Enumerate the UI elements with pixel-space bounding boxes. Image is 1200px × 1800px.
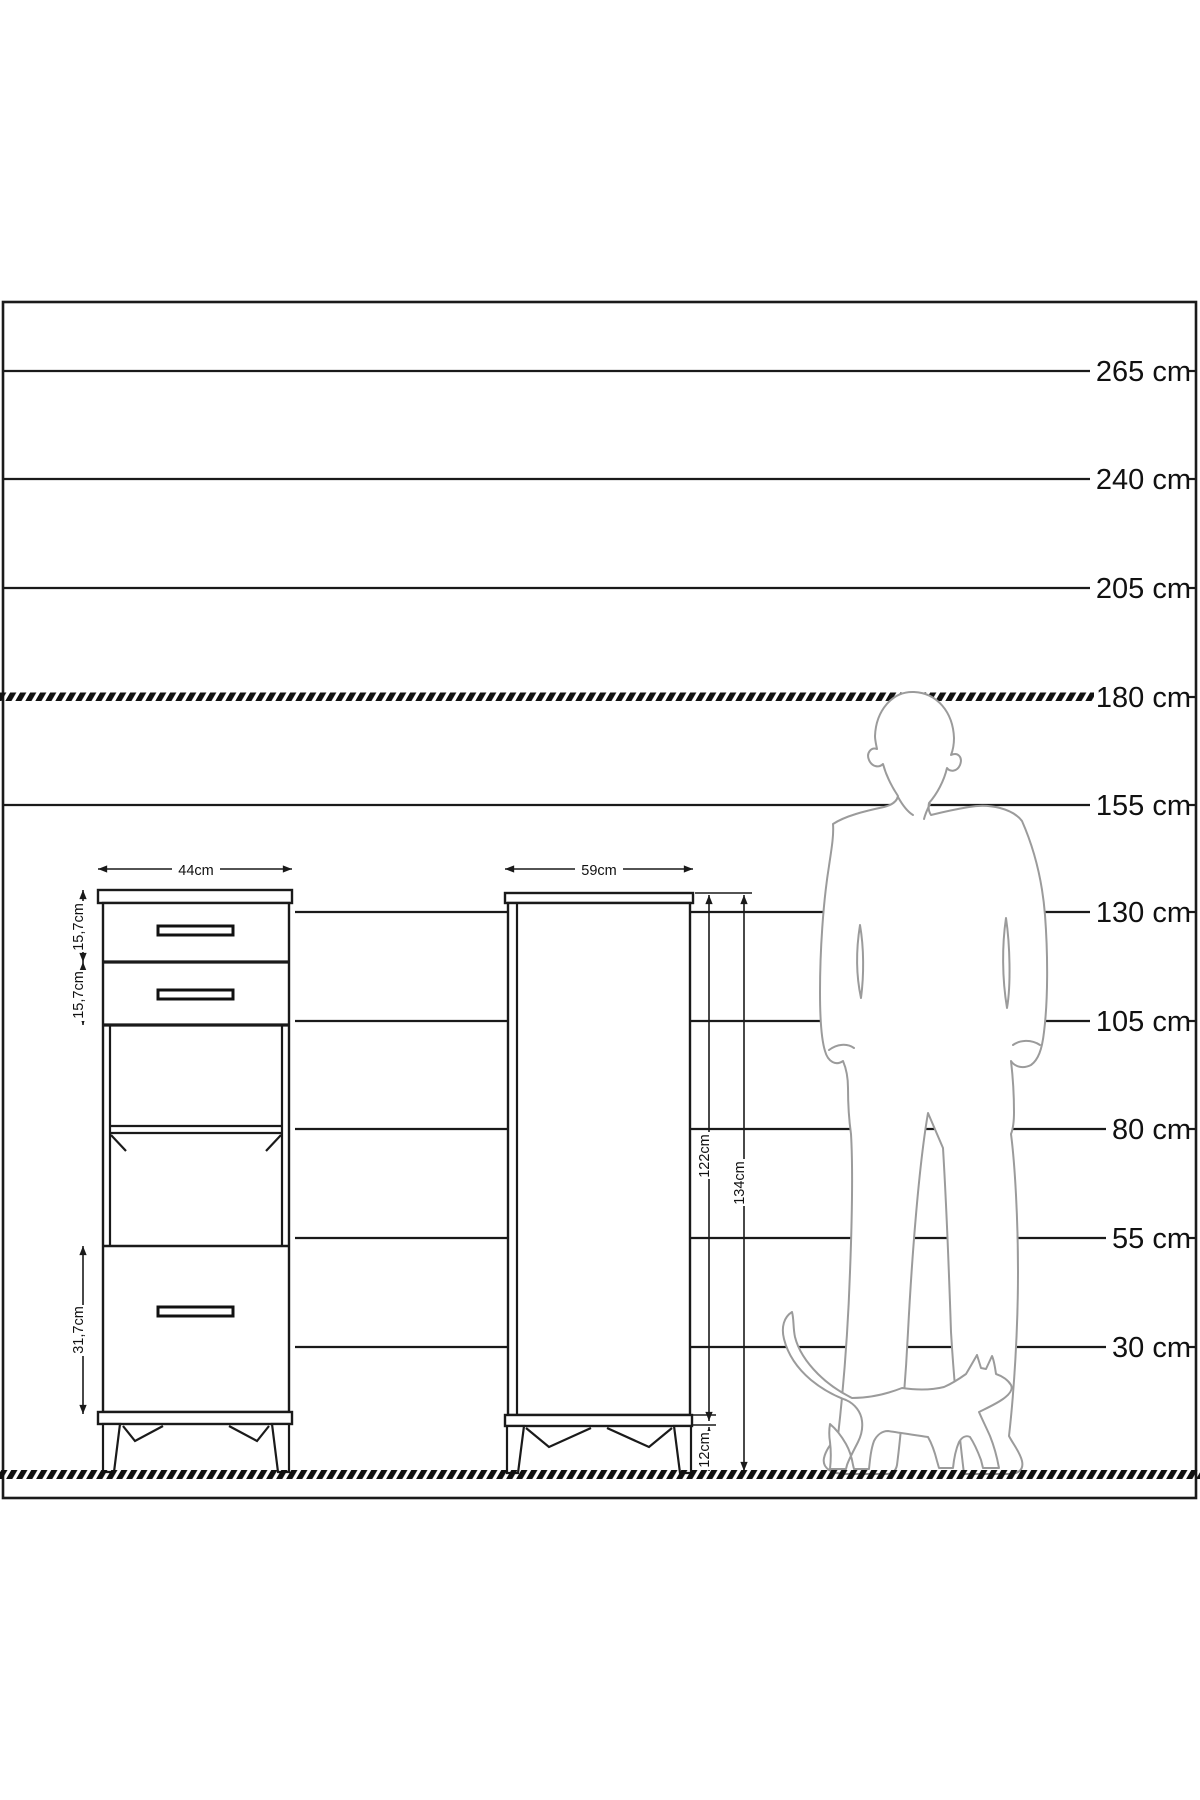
- right-cabinet-top: [505, 893, 693, 903]
- scale-label-265: 265 cm: [1095, 356, 1191, 388]
- left-cabinet-leg-right-brace: [229, 1426, 269, 1441]
- scale-label-205: 205 cm: [1095, 573, 1191, 605]
- man-outline: [820, 692, 1047, 1474]
- man-sleeve-slit-right: [1003, 918, 1009, 1008]
- left-cabinet-handle-3: [158, 1307, 233, 1316]
- right-cabinet-leg-right: [674, 1426, 691, 1473]
- left-cabinet-top: [98, 890, 292, 903]
- right-cabinet-total-height-label: 134cm: [732, 1161, 748, 1205]
- left-cabinet: [71, 860, 292, 1472]
- left-cabinet-top-drawer-label: 15,7cm: [71, 903, 87, 951]
- right-cabinet-body: [508, 903, 690, 1415]
- man-silhouette: [820, 692, 1047, 1474]
- ground-hatched-line: [0, 1470, 1200, 1479]
- right-cabinet-leg-right-brace: [607, 1428, 672, 1447]
- scale-label-80: 80 cm: [1112, 1114, 1191, 1146]
- left-cabinet-base: [98, 1412, 292, 1424]
- scale-label-105: 105 cm: [1095, 1006, 1191, 1038]
- scale-label-30: 30 cm: [1112, 1332, 1191, 1364]
- right-cabinet-body-height-label: 122cm: [697, 1134, 713, 1178]
- right-cabinet-width-label: 59cm: [581, 863, 617, 879]
- right-cabinet: [505, 860, 753, 1473]
- left-cabinet-leg-right: [272, 1424, 289, 1472]
- left-cabinet-width-label: 44cm: [178, 863, 214, 879]
- scale-label-180: 180 cm: [1095, 682, 1191, 714]
- left-cabinet-handle-2: [158, 990, 233, 999]
- left-cabinet-handle-1: [158, 926, 233, 935]
- left-cabinet-leg-left-brace: [123, 1426, 163, 1441]
- right-cabinet-base: [505, 1415, 692, 1426]
- scale-label-130: 130 cm: [1095, 897, 1191, 929]
- scale-label-55: 55 cm: [1112, 1223, 1191, 1255]
- left-cabinet-body: [103, 903, 289, 1412]
- scale-label-240: 240 cm: [1095, 464, 1191, 496]
- height-scale-labels: [1096, 356, 1196, 1364]
- right-cabinet-leg-left: [507, 1426, 524, 1473]
- right-cabinet-leg-height-label: 12cm: [697, 1432, 713, 1468]
- right-cabinet-leg-left-brace: [526, 1428, 591, 1447]
- left-cabinet-bottom-drawer-label: 31,7cm: [71, 1306, 87, 1354]
- scale-label-155: 155 cm: [1095, 790, 1191, 822]
- left-cabinet-middle-drawer-label: 15,7cm: [71, 971, 87, 1019]
- left-cabinet-leg-left: [103, 1424, 120, 1472]
- man-sleeve-slit-left: [857, 925, 863, 998]
